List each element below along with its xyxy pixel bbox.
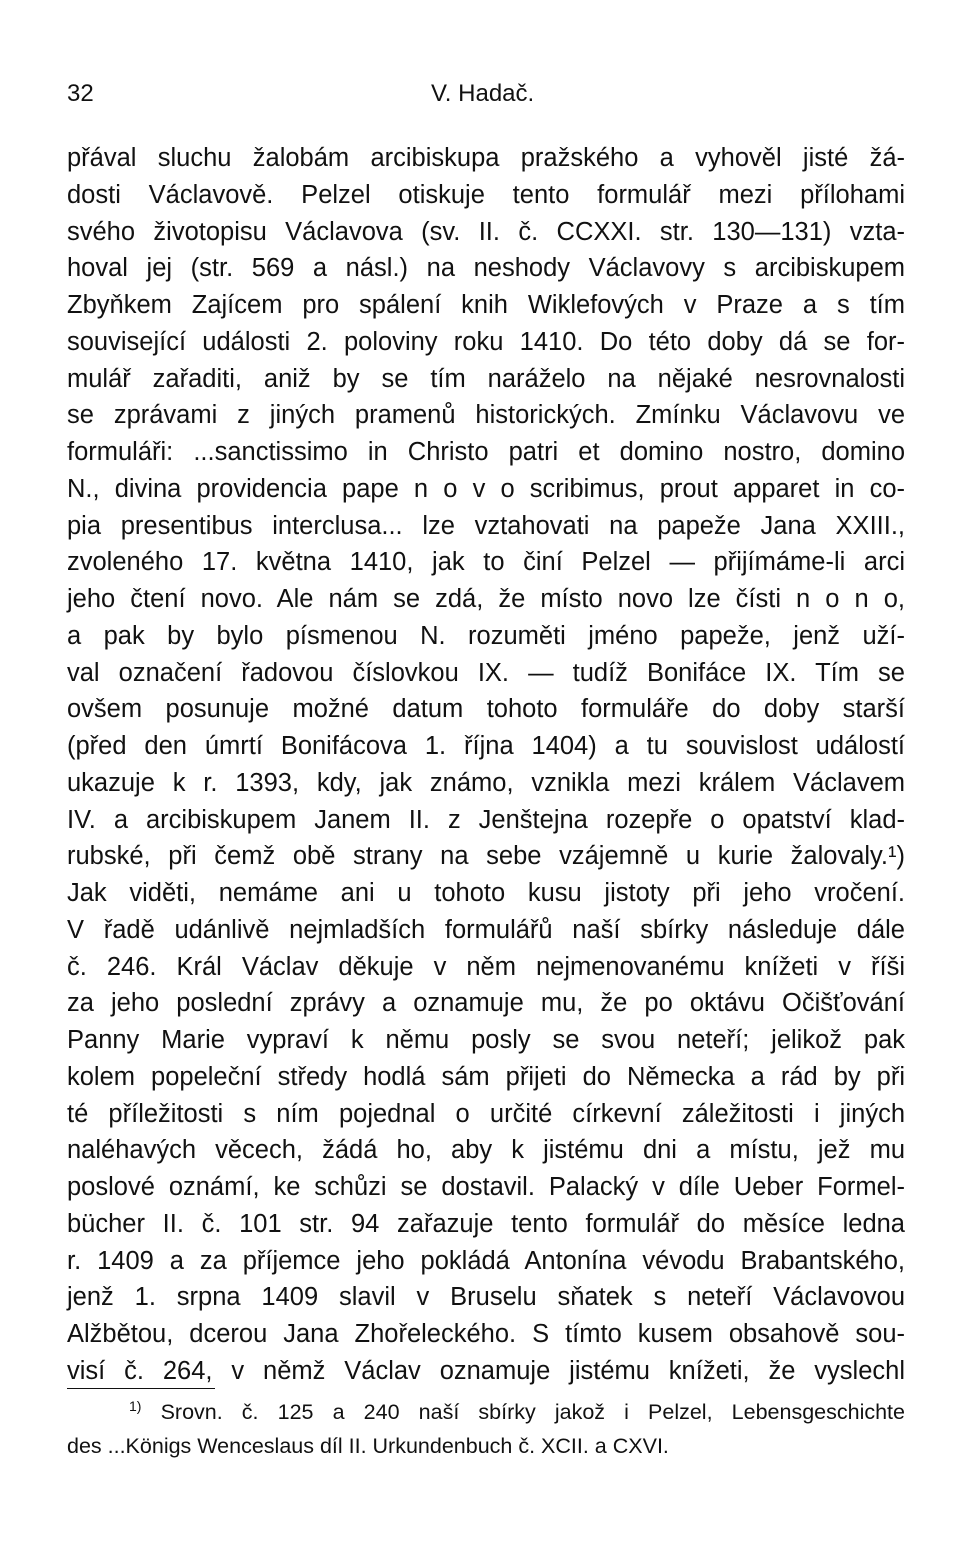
text-line: hoval jej (str. 569 a násl.) na neshody Václavovy s arcibiskupem xyxy=(67,254,905,283)
footnote xyxy=(67,1395,905,1463)
text-line: bücher II. č. 101 str. 94 zařazuje tento formulář do měsíce ledna xyxy=(67,1209,905,1238)
text-line: související události 2. poloviny roku 1410. Do této doby dá se for- xyxy=(67,327,905,356)
text-line: V řadě udánlivě nejmladších formulářů naší sbírky následuje dále xyxy=(67,915,905,944)
text-line: rubské, při čemž obě strany na sebe vzájemně u kurie žalovaly.¹) xyxy=(67,842,905,871)
text-line: ukazuje k r. 1393, kdy, jak známo, vznikla mezi králem Václavem xyxy=(67,768,905,797)
text-line: poslové oznámí, ke schůzi se dostavil. Palacký v díle Ueber Formel- xyxy=(67,1173,905,1201)
body-text xyxy=(67,140,905,1390)
footnote-text-2: des ...Königs Wenceslaus díl II. Urkundenbuch č. XCII. a CXVI. xyxy=(67,1434,669,1458)
footnote-marker: 1) xyxy=(129,1397,142,1414)
running-head: V. Hadač. xyxy=(431,80,535,107)
text-line: r. 1409 a za příjemce jeho pokládá Antonína vévodu Brabantského, xyxy=(67,1246,905,1275)
text-line: jenž 1. srpna 1409 slavil v Bruselu sňatek s neteří Václavovou xyxy=(67,1283,905,1312)
text-line: pia presentibus interclusa... lze vztahovati na papeže Jana XXIII., xyxy=(67,511,905,540)
text-line: mulář zařaditi, aniž by se tím naráželo na nějaké nesrovnalosti xyxy=(67,364,905,393)
text-line: Zbyňkem Zajícem pro spálení knih Wiklefových v Praze a s tím xyxy=(67,291,905,319)
text-line: (před den úmrtí Bonifácova 1. října 1404) a tu souvislost událostí xyxy=(67,732,905,760)
page-number: 32 xyxy=(67,80,94,107)
footnote-line xyxy=(67,1395,905,1429)
text-line: kolem popeleční středy hodlá sám přijeti do Německa a rád by při xyxy=(67,1062,905,1091)
text-line: za jeho poslední zprávy a oznamuje mu, že po oktávu Očišťování xyxy=(67,989,905,1018)
text-line: Jak viděti, nemáme ani u tohoto kusu jistoty při jeho vročení. xyxy=(67,879,905,907)
footnote-line xyxy=(67,1429,905,1463)
text-line: přával sluchu žalobám arcibiskupa pražského a vyhověl jisté žá- xyxy=(67,144,905,172)
text-line: jeho čtení novo. Ale nám se zdá, že místo novo lze čísti n o n o, xyxy=(67,585,905,613)
text-line: Alžbětou, dcerou Jana Zhořeleckého. S tímto kusem obsahově sou- xyxy=(67,1320,905,1348)
text-line: zvoleného 17. května 1410, jak to činí Pelzel — přijímáme-li arci xyxy=(67,548,905,577)
text-line: svého životopisu Václavova (sv. II. č. CCXXI. str. 130—131) vzta- xyxy=(67,217,905,246)
text-line: té příležitosti s ním pojednal o určité církevní záležitosti i jiných xyxy=(67,1099,905,1128)
footnote-rule xyxy=(67,1388,215,1389)
footnote-text-1: Srovn. č. 125 a 240 naší sbírky jakož i Pelzel, Lebensgeschichte xyxy=(160,1400,905,1424)
text-line: ovšem posunuje možné datum tohoto formuláře do doby starší xyxy=(67,695,905,724)
text-line: dosti Václavově. Pelzel otiskuje tento formulář mezi přílohami xyxy=(67,180,905,209)
text-line: a pak by bylo písmenou N. rozuměti jméno papeže, jenž uží- xyxy=(67,621,905,650)
text-line: č. 246. Král Václav děkuje v něm nejmenovanému knížeti v říši xyxy=(67,952,905,981)
text-line: Panny Marie vypraví k němu posly se svou neteří; jelikož pak xyxy=(67,1026,905,1054)
text-line: visí č. 264, v němž Václav oznamuje jistému knížeti, že vyslechl xyxy=(67,1356,905,1385)
page-header xyxy=(67,80,905,110)
text-line: naléhavých věcech, žádá ho, aby k jistému dni a místu, jež mu xyxy=(67,1136,905,1165)
text-line: se zprávami z jiných pramenů historických. Zmínku Václavovu ve xyxy=(67,401,905,430)
text-line: formuláři: ...sanctissimo in Christo patri et domino nostro, domino xyxy=(67,438,905,466)
text-line: N., divina providencia pape n o v o scribimus, prout apparet in co- xyxy=(67,474,905,503)
text-line: IV. a arcibiskupem Janem II. z Jenštejna rozepře o opatství klad- xyxy=(67,805,905,834)
text-line: val označení řadovou číslovkou IX. — tudíž Bonifáce IX. Tím se xyxy=(67,658,905,687)
